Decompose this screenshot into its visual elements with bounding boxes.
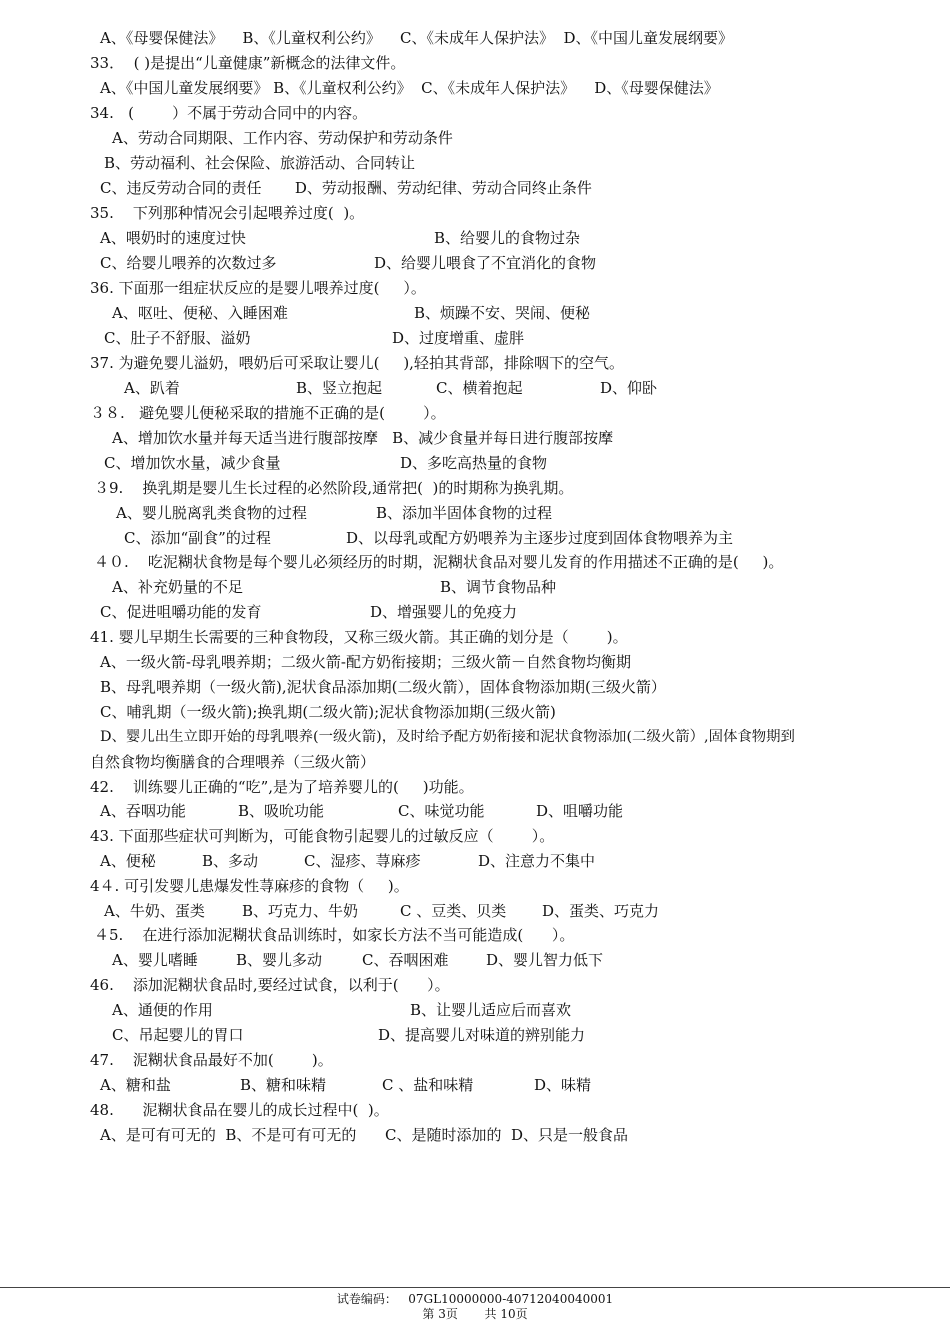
option-line: C、横着抱起 xyxy=(436,379,523,397)
option-line: A、呕吐、便秘、入睡困难 xyxy=(112,304,288,322)
option-line: C、给婴儿喂养的次数过多 xyxy=(100,254,277,272)
option-line: B、调节食物品种 xyxy=(440,578,557,596)
question-33: 33． ( )是提出“儿童健康”新概念的法律文件。 xyxy=(90,54,406,72)
option-line: C、肚子不舒服、溢奶 xyxy=(104,329,251,347)
option-line: D、婴儿出生立即开始的母乳喂养(一级火箭)，及时给予配方奶衔接和泥状食物添加(二级火箭）,固体食物期到 xyxy=(100,729,795,745)
question-47: 47. 泥糊状食品最好不加( )。 xyxy=(90,1051,333,1069)
option-line: B、母乳喂养期（一级火箭),泥状食品添加期(二级火箭），固体食物添加期(三级火箭） xyxy=(100,678,666,696)
option-line: B、给婴儿的食物过杂 xyxy=(434,229,581,247)
page-number: 第 3页 共 10页 xyxy=(422,1307,528,1321)
question-40: ４０. 吃泥糊状食物是每个婴儿必须经历的时期，泥糊状食品对婴儿发育的作用描述不正确的是( )。 xyxy=(94,553,784,571)
option-line: D、注意力不集中 xyxy=(478,852,596,870)
option-line: B、多动 xyxy=(202,852,259,870)
option-line: D、味精 xyxy=(534,1076,592,1094)
option-line: C、湿疹、荨麻疹 xyxy=(304,852,421,870)
option-line: A、补充奶量的不足 xyxy=(112,578,243,596)
option-line: C、违反劳动合同的责任 D、劳动报酬、劳动纪律、劳动合同终止条件 xyxy=(100,179,592,197)
option-line: C、增加饮水量，减少食量 xyxy=(104,454,281,472)
exam-code: 试卷编码： 07GL10000000-40712040040001 xyxy=(336,1292,614,1306)
option-line: B、竖立抱起 xyxy=(296,379,383,397)
question-41: 41. 婴儿早期生长需要的三种食物段，又称三级火箭。其正确的划分是（ )。 xyxy=(90,628,628,646)
question-36: 36. 下面那一组症状反应的是婴儿喂养过度( ）。 xyxy=(90,279,426,297)
option-line: A、便秘 xyxy=(100,852,156,870)
option-line: A、牛奶、蛋类 xyxy=(104,902,205,920)
option-line: D、多吃高热量的食物 xyxy=(400,454,548,472)
question-44: 4４. 可引发婴儿患爆发性荨麻疹的食物（ )。 xyxy=(90,877,409,895)
option-line: A、是可有可无的 B、不是可有可无的 C、是随时添加的 D、只是一般食品 xyxy=(100,1126,629,1144)
option-line: B、添加半固体食物的过程 xyxy=(376,504,553,522)
option-line: A、吞咽功能 xyxy=(100,802,186,820)
question-45: ４5. 在进行添加泥糊状食品训练时，如家长方法不当可能造成( ）。 xyxy=(94,926,575,944)
option-line: C 、盐和味精 xyxy=(382,1076,474,1094)
option-line: A、劳动合同期限、工作内容、劳动保护和劳动条件 xyxy=(112,129,453,147)
question-39: ３9. 换乳期是婴儿生长过程的必然阶段,通常把( )的时期称为换乳期。 xyxy=(94,479,574,497)
option-line: C、哺乳期（一级火箭);换乳期(二级火箭);泥状食物添加期(三级火箭) xyxy=(100,703,556,721)
option-line: D、以母乳或配方奶喂养为主逐步过度到固体食物喂养为主 xyxy=(346,529,734,547)
option-line: D、咀嚼功能 xyxy=(536,802,624,820)
option-line: C、吞咽困难 xyxy=(362,951,449,969)
option-line: B、烦躁不安、哭闹、便秘 xyxy=(414,304,591,322)
question-34: 34. ( ）不属于劳动合同中的内容。 xyxy=(90,104,368,122)
question-46: 46. 添加泥糊状食品时,要经过试食，以利于( ）。 xyxy=(90,976,450,994)
option-line: D、给婴儿喂食了不宜消化的食物 xyxy=(374,254,597,272)
option-line: D、蛋类、巧克力 xyxy=(542,902,660,920)
option-line: C、吊起婴儿的胃口 xyxy=(112,1026,244,1044)
option-line: B、婴儿多动 xyxy=(236,951,323,969)
question-37: 37. 为避免婴儿溢奶，喂奶后可采取让婴儿( ),轻拍其背部，排除咽下的空气。 xyxy=(90,354,624,372)
question-48: 48. 泥糊状食品在婴儿的成长过程中( )。 xyxy=(90,1101,389,1119)
option-line: B、让婴儿适应后而喜欢 xyxy=(410,1001,572,1019)
option-line: A、婴儿嗜睡 xyxy=(112,951,198,969)
option-line: B、劳动福利、社会保险、旅游活动、合同转让 xyxy=(104,154,416,172)
question-43: 43. 下面那些症状可判断为，可能食物引起婴儿的过敏反应（ ）。 xyxy=(90,827,555,845)
option-line: D、提高婴儿对味道的辨别能力 xyxy=(378,1026,586,1044)
option-line: D、婴儿智力低下 xyxy=(486,951,604,969)
text-line: A、《中国儿童发展纲要》 B、《儿童权利公约》 C、《未成年人保护法》 D、《母婴保健法》 xyxy=(100,79,719,97)
option-line: A、喂奶时的速度过快 xyxy=(100,229,246,247)
question-35: 35. 下列那种情况会引起喂养过度( )。 xyxy=(90,204,365,222)
option-line: A、通便的作用 xyxy=(112,1001,213,1019)
option-line: A、婴儿脱离乳类食物的过程 xyxy=(116,504,307,522)
text-line: A、《母婴保健法》 B、《儿童权利公约》 C、《未成年人保护法》 D、《中国儿童发展纲要》 xyxy=(100,29,734,47)
option-line: C 、豆类、贝类 xyxy=(400,902,507,920)
option-line: D、仰卧 xyxy=(600,379,658,397)
option-line: 自然食物均衡膳食的合理喂养（三级火箭） xyxy=(90,753,376,771)
option-line: A、增加饮水量并每天适当进行腹部按摩 B、减少食量并每日进行腹部按摩 xyxy=(112,429,614,447)
footer-divider xyxy=(0,1287,950,1288)
option-line: C、添加“副食”的过程 xyxy=(124,529,271,547)
question-42: 42. 训练婴儿正确的“吃”,是为了培养婴儿的( )功能。 xyxy=(90,778,474,796)
option-line: D、过度增重、虚胖 xyxy=(392,329,525,347)
option-line: B、糖和味精 xyxy=(240,1076,327,1094)
option-line: A、糖和盐 xyxy=(100,1076,171,1094)
option-line: C、促进咀嚼功能的发育 xyxy=(100,603,262,621)
option-line: A、一级火箭-母乳喂养期；二级火箭-配方奶衔接期；三级火箭－自然食物均衡期 xyxy=(100,653,631,671)
option-line: C、味觉功能 xyxy=(398,802,485,820)
question-38: ３８. 避免婴儿便秘采取的措施不正确的是( ）。 xyxy=(90,404,446,422)
option-line: A、趴着 xyxy=(124,379,180,397)
option-line: D、增强婴儿的免疫力 xyxy=(370,603,518,621)
option-line: B、吸吮功能 xyxy=(238,802,325,820)
option-line: B、巧克力、牛奶 xyxy=(242,902,359,920)
